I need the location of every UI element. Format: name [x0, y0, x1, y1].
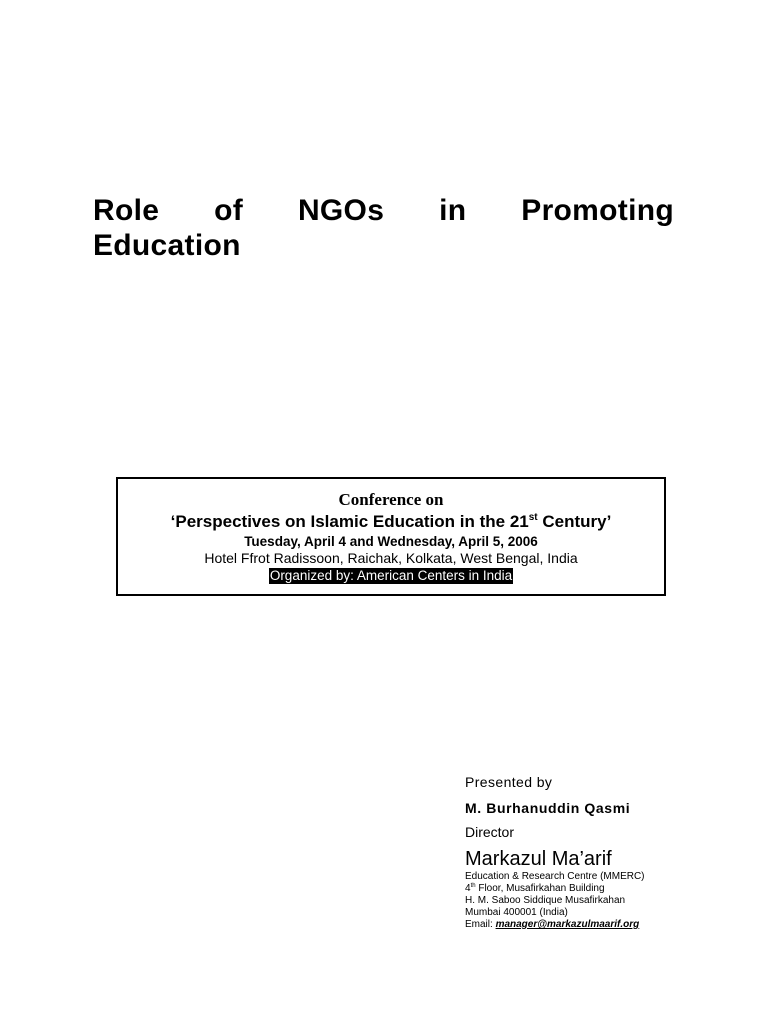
- floor-building: Floor, Musafirkahan Building: [475, 883, 605, 894]
- address-line-1: Education & Research Centre (MMERC): [465, 871, 645, 882]
- floor-ordinal-suffix: th: [470, 883, 476, 889]
- theme-text-end: Century’: [537, 512, 612, 531]
- address-line-4: Mumbai 400001 (India): [465, 907, 568, 918]
- title-word: in: [439, 194, 467, 227]
- title-word: of: [214, 194, 244, 227]
- email-line: [465, 919, 755, 931]
- title-line-2: Education: [93, 229, 241, 262]
- title-word: Role: [93, 194, 160, 227]
- conference-organizer-row: [118, 567, 664, 584]
- email-link[interactable]: manager@markazulmaarif.org: [495, 919, 640, 930]
- presenter-block: [465, 773, 755, 931]
- presenter-name: M. Burhanuddin Qasmi: [465, 800, 631, 816]
- theme-ordinal-suffix: st: [528, 512, 538, 523]
- email-label: Email:: [465, 919, 496, 930]
- conference-info-box: [116, 477, 666, 596]
- address-line-3: H. M. Saboo Siddique Musafirkahan: [465, 895, 626, 906]
- presented-by-label: Presented by: [465, 774, 553, 790]
- organization-name: Markazul Ma’arif: [465, 848, 612, 870]
- conference-heading: Conference on: [338, 490, 444, 509]
- conference-venue: Hotel Ffrot Radissoon, Raichak, Kolkata, West Bengal, India: [204, 550, 578, 566]
- presenter-role: Director: [465, 824, 515, 840]
- floor-number: 4: [465, 883, 471, 894]
- conference-dates: Tuesday, April 4 and Wednesday, April 5, 2006: [244, 534, 538, 549]
- address-line-2: [465, 883, 755, 895]
- theme-text-start: ‘Perspectives on Islamic Education in the 21: [170, 512, 529, 531]
- title-word: Promoting: [521, 194, 674, 227]
- document-title: [93, 193, 674, 263]
- conference-organizer: Organized by: American Centers in India: [269, 568, 513, 583]
- title-word: NGOs: [297, 194, 385, 227]
- conference-theme: [118, 511, 664, 532]
- title-line-1: [93, 193, 674, 228]
